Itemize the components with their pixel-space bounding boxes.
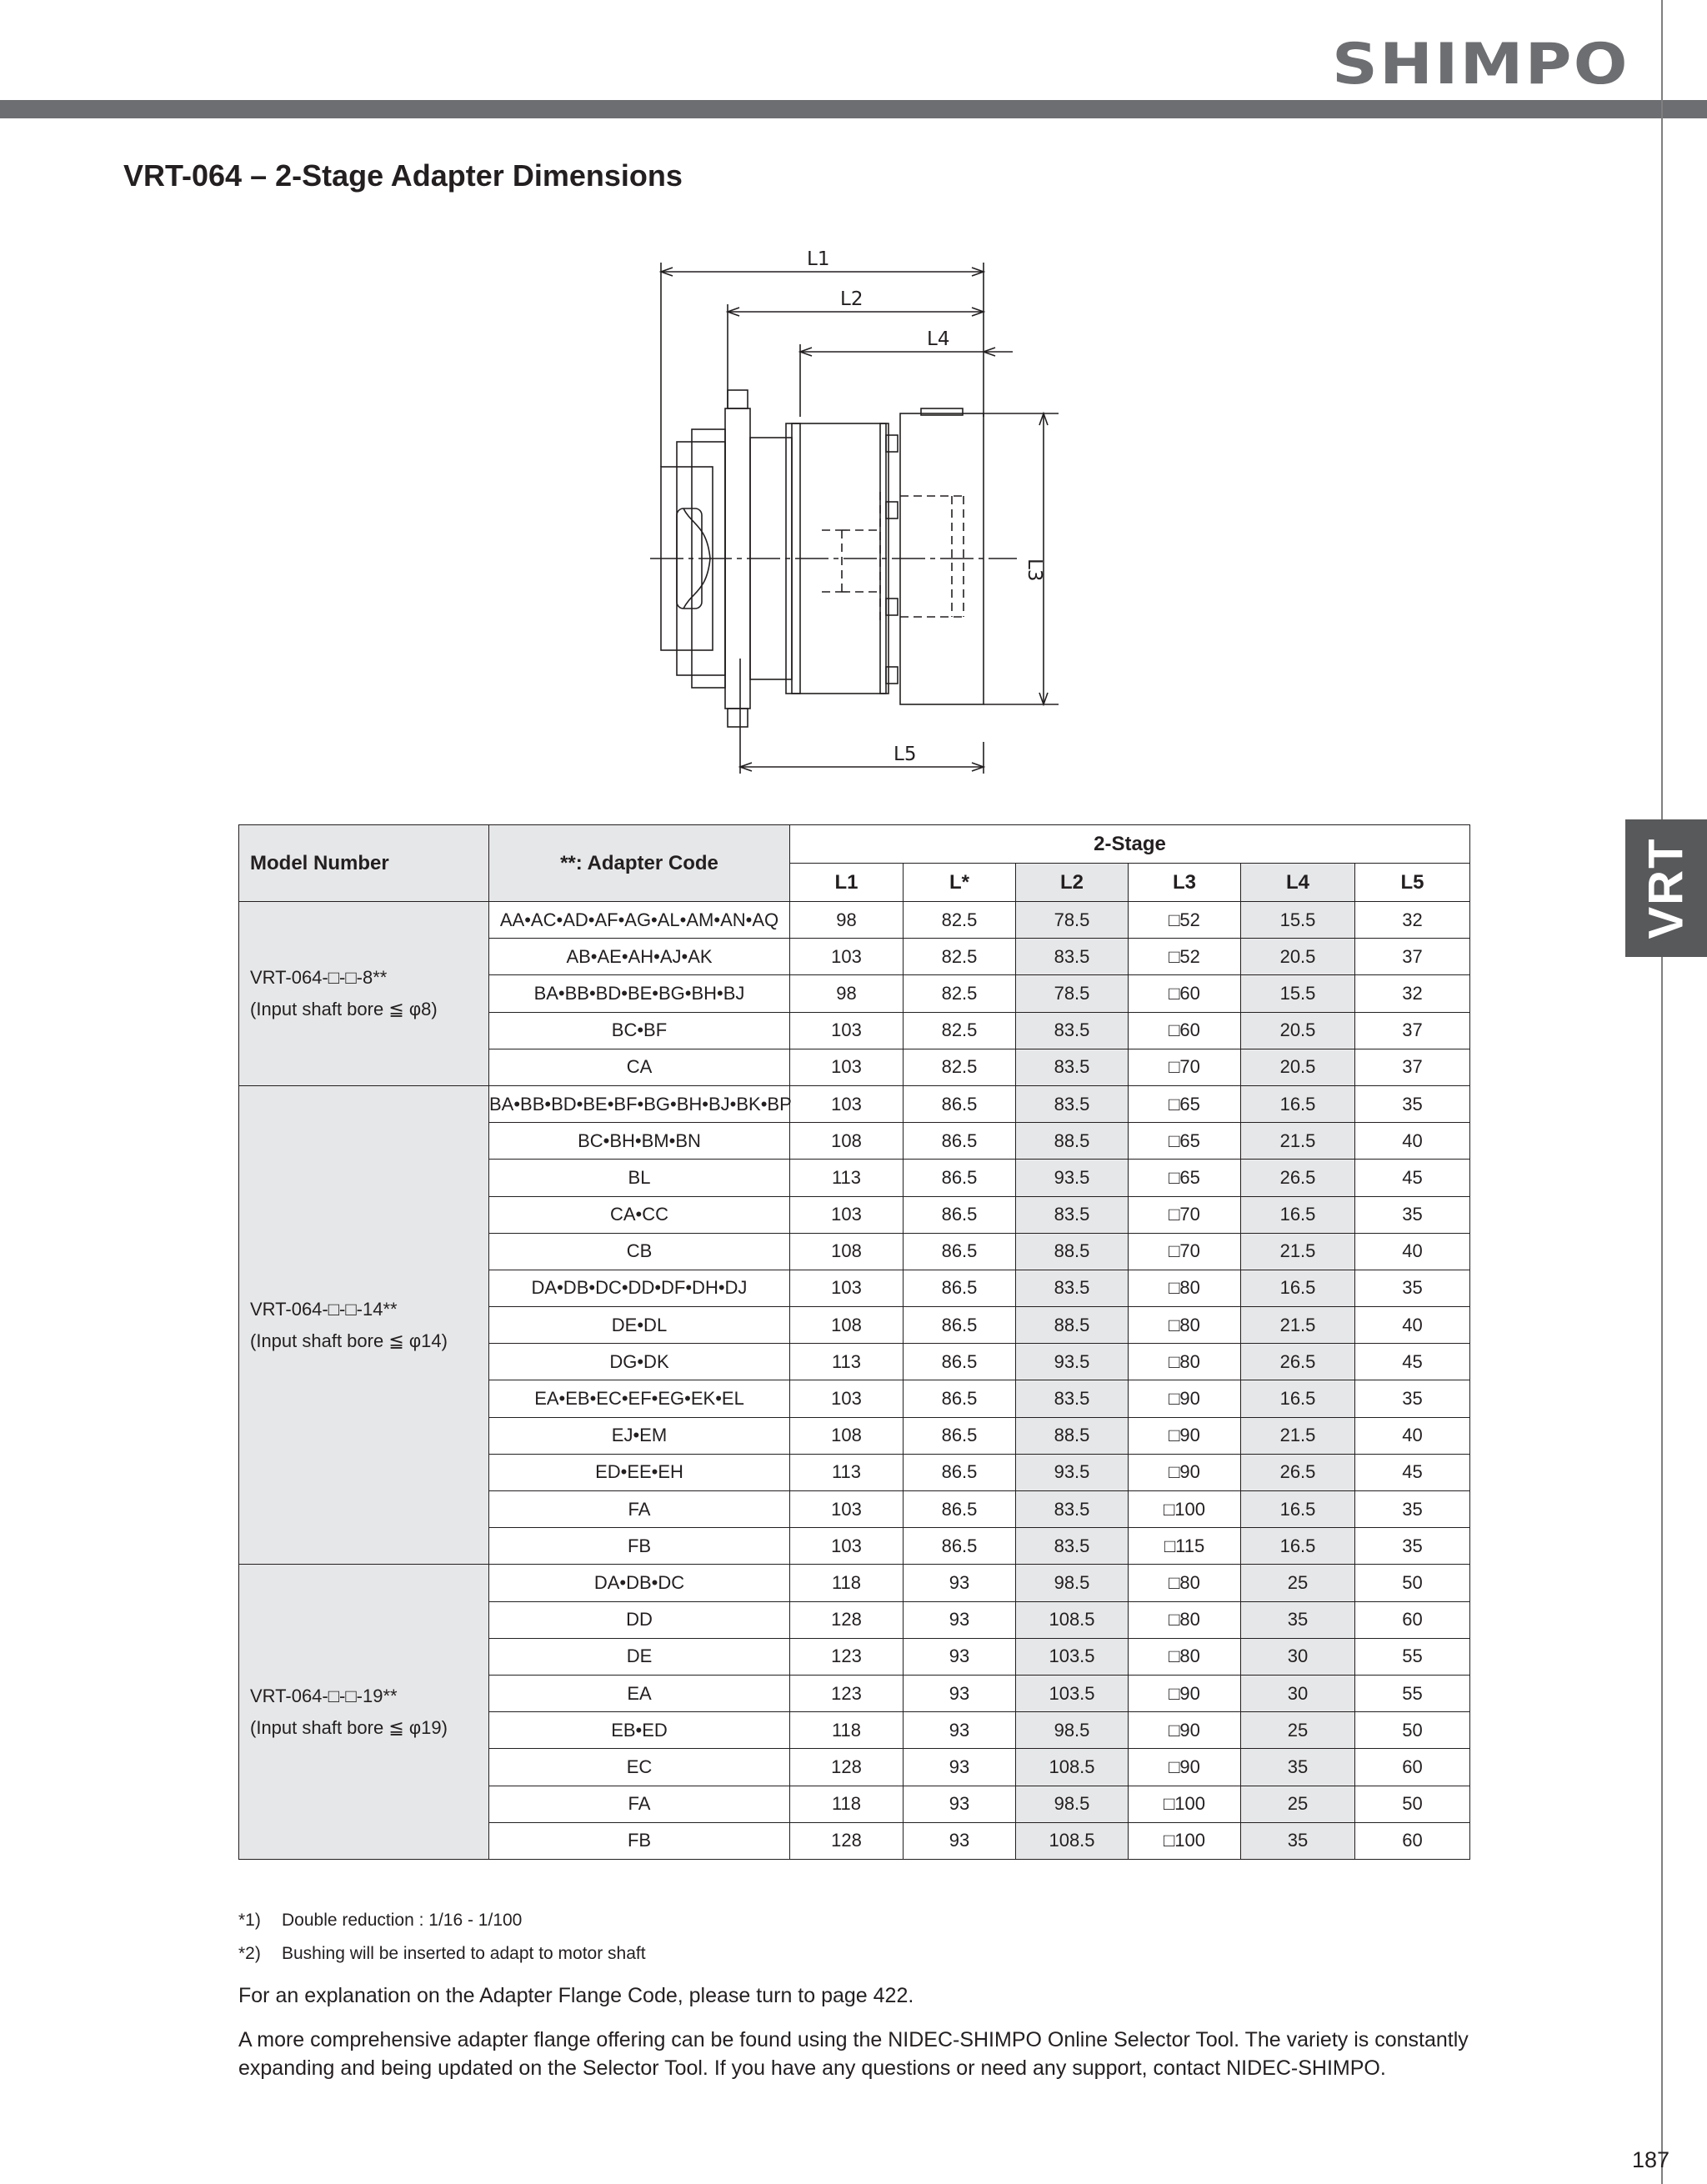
l2-cell: 108.5: [1016, 1749, 1129, 1786]
l4-cell: 35: [1241, 1601, 1355, 1638]
adapter-code-cell: BA•BB•BD•BE•BG•BH•BJ: [489, 975, 790, 1012]
header-2-stage: 2-Stage: [790, 825, 1470, 864]
footnote-text: Double reduction : 1/16 - 1/100: [282, 1911, 523, 1930]
l5-cell: 35: [1355, 1528, 1470, 1565]
l5-cell: 37: [1355, 1049, 1470, 1085]
adapter-code-cell: CA: [489, 1049, 790, 1085]
l-star-cell: 86.5: [904, 1417, 1016, 1454]
footnote-marker: *2): [238, 1944, 261, 1963]
adapter-code-reference: For an explanation on the Adapter Flange Code, please turn to page 422.: [238, 1984, 914, 2007]
model-number-cell: [239, 1565, 489, 1860]
l3-cell: □80: [1129, 1270, 1241, 1306]
l5-cell: 35: [1355, 1491, 1470, 1528]
adapter-code-cell: FB: [489, 1822, 790, 1859]
l2-cell: 83.5: [1016, 1012, 1129, 1049]
l1-cell: 108: [790, 1233, 904, 1270]
input-shaft-bore: (Input shaft bore ≦ φ19): [250, 1716, 448, 1738]
l-star-cell: 82.5: [904, 902, 1016, 939]
l4-cell: 16.5: [1241, 1491, 1355, 1528]
l3-cell: □80: [1129, 1307, 1241, 1344]
l-star-cell: 93: [904, 1675, 1016, 1711]
l1-cell: 128: [790, 1601, 904, 1638]
l1-cell: 128: [790, 1822, 904, 1859]
header-model-number: Model Number: [239, 825, 489, 902]
l1-cell: 103: [790, 1049, 904, 1085]
l3-cell: □90: [1129, 1675, 1241, 1711]
l3-cell: □90: [1129, 1712, 1241, 1749]
l4-cell: 25: [1241, 1786, 1355, 1822]
page-margin-line: [1661, 0, 1663, 2184]
l4-cell: 30: [1241, 1675, 1355, 1711]
dim-label-l2: L2: [840, 288, 864, 310]
adapter-code-cell: AA•AC•AD•AF•AG•AL•AM•AN•AQ: [489, 902, 790, 939]
l5-cell: 60: [1355, 1822, 1470, 1859]
page-number: 187: [1632, 2147, 1670, 2172]
adapter-code-cell: EB•ED: [489, 1712, 790, 1749]
l-star-cell: 86.5: [904, 1307, 1016, 1344]
adapter-code-cell: EA: [489, 1675, 790, 1711]
table-row: [239, 1085, 1470, 1122]
l4-cell: 20.5: [1241, 939, 1355, 975]
page-title: VRT-064 – 2-Stage Adapter Dimensions: [123, 158, 683, 193]
l1-cell: 98: [790, 975, 904, 1012]
l2-cell: 88.5: [1016, 1123, 1129, 1160]
l4-cell: 35: [1241, 1822, 1355, 1859]
section-tab-label: VRT: [1639, 837, 1694, 939]
l5-cell: 40: [1355, 1307, 1470, 1344]
l4-cell: 26.5: [1241, 1454, 1355, 1490]
l2-cell: 83.5: [1016, 1196, 1129, 1233]
l2-cell: 78.5: [1016, 902, 1129, 939]
l3-cell: □80: [1129, 1344, 1241, 1380]
l1-cell: 108: [790, 1123, 904, 1160]
l5-cell: 50: [1355, 1786, 1470, 1822]
l3-cell: □90: [1129, 1454, 1241, 1490]
l-star-cell: 86.5: [904, 1528, 1016, 1565]
l3-cell: □90: [1129, 1417, 1241, 1454]
l2-cell: 83.5: [1016, 1528, 1129, 1565]
l4-cell: 15.5: [1241, 902, 1355, 939]
adapter-dimension-drawing: [633, 242, 1067, 784]
adapter-code-cell: BL: [489, 1160, 790, 1196]
model-number: VRT-064-□-□-14**: [250, 1298, 398, 1320]
model-number: VRT-064-□-□-8**: [250, 966, 388, 988]
l2-cell: 83.5: [1016, 1085, 1129, 1122]
adapter-code-cell: CA•CC: [489, 1196, 790, 1233]
l5-cell: 55: [1355, 1638, 1470, 1675]
l1-cell: 103: [790, 1012, 904, 1049]
l5-cell: 35: [1355, 1085, 1470, 1122]
l2-cell: 93.5: [1016, 1454, 1129, 1490]
adapter-code-cell: BA•BB•BD•BE•BF•BG•BH•BJ•BK•BP: [489, 1085, 790, 1122]
l3-cell: □60: [1129, 1012, 1241, 1049]
l1-cell: 113: [790, 1344, 904, 1380]
l2-cell: 93.5: [1016, 1160, 1129, 1196]
header-l3: L3: [1129, 864, 1241, 902]
l2-cell: 83.5: [1016, 1270, 1129, 1306]
adapter-code-cell: BC•BH•BM•BN: [489, 1123, 790, 1160]
l-star-cell: 86.5: [904, 1233, 1016, 1270]
l4-cell: 16.5: [1241, 1380, 1355, 1417]
dim-label-l3: L3: [1024, 559, 1045, 582]
l3-cell: □52: [1129, 939, 1241, 975]
model-number-cell: [239, 1085, 489, 1564]
l1-cell: 103: [790, 1270, 904, 1306]
l-star-cell: 93: [904, 1749, 1016, 1786]
l-star-cell: 86.5: [904, 1123, 1016, 1160]
header-l-star: L*: [904, 864, 1016, 902]
l3-cell: □60: [1129, 975, 1241, 1012]
l3-cell: □100: [1129, 1491, 1241, 1528]
l-star-cell: 86.5: [904, 1344, 1016, 1380]
l-star-cell: 93: [904, 1601, 1016, 1638]
l5-cell: 40: [1355, 1233, 1470, 1270]
l2-cell: 108.5: [1016, 1822, 1129, 1859]
l5-cell: 50: [1355, 1565, 1470, 1601]
l2-cell: 103.5: [1016, 1675, 1129, 1711]
l3-cell: □100: [1129, 1786, 1241, 1822]
adapter-code-cell: FB: [489, 1528, 790, 1565]
l5-cell: 55: [1355, 1675, 1470, 1711]
l2-cell: 83.5: [1016, 1491, 1129, 1528]
l2-cell: 88.5: [1016, 1417, 1129, 1454]
footnotes: [238, 1904, 646, 1971]
l4-cell: 20.5: [1241, 1012, 1355, 1049]
l4-cell: 21.5: [1241, 1233, 1355, 1270]
input-shaft-bore: (Input shaft bore ≦ φ14): [250, 1330, 448, 1351]
l-star-cell: 86.5: [904, 1196, 1016, 1233]
selector-tool-note: A more comprehensive adapter flange offering can be found using the NIDEC-SHIMPO Online Selector Tool. The variety is constantly expanding and being updated on the Selector Tool. If you have any questions or need any support, contact NIDEC-SHIMPO.: [238, 2028, 1469, 2080]
header-adapter-code: **: Adapter Code: [489, 825, 790, 902]
section-tab: [1625, 819, 1707, 957]
adapter-code-cell: DA•DB•DC: [489, 1565, 790, 1601]
adapter-dimensions-table: [238, 824, 1470, 1860]
l5-cell: 32: [1355, 975, 1470, 1012]
shimpo-logo: SHIMPO: [1332, 32, 1629, 98]
l-star-cell: 86.5: [904, 1454, 1016, 1490]
adapter-code-cell: AB•AE•AH•AJ•AK: [489, 939, 790, 975]
l1-cell: 123: [790, 1675, 904, 1711]
l-star-cell: 82.5: [904, 975, 1016, 1012]
table-row: [239, 1565, 1470, 1601]
l3-cell: □80: [1129, 1565, 1241, 1601]
dim-label-l1: L1: [807, 248, 830, 270]
l-star-cell: 93: [904, 1786, 1016, 1822]
l5-cell: 40: [1355, 1417, 1470, 1454]
l2-cell: 98.5: [1016, 1565, 1129, 1601]
adapter-code-cell: DE: [489, 1638, 790, 1675]
l4-cell: 16.5: [1241, 1085, 1355, 1122]
adapter-code-cell: DD: [489, 1601, 790, 1638]
l2-cell: 83.5: [1016, 939, 1129, 975]
l-star-cell: 86.5: [904, 1270, 1016, 1306]
l5-cell: 60: [1355, 1601, 1470, 1638]
l5-cell: 35: [1355, 1270, 1470, 1306]
adapter-code-cell: EJ•EM: [489, 1417, 790, 1454]
adapter-code-cell: CB: [489, 1233, 790, 1270]
l3-cell: □80: [1129, 1638, 1241, 1675]
header-bar: [0, 100, 1707, 118]
l1-cell: 118: [790, 1565, 904, 1601]
l3-cell: □115: [1129, 1528, 1241, 1565]
l2-cell: 98.5: [1016, 1712, 1129, 1749]
l2-cell: 108.5: [1016, 1601, 1129, 1638]
adapter-code-cell: FA: [489, 1491, 790, 1528]
l5-cell: 45: [1355, 1160, 1470, 1196]
table-row: [239, 902, 1470, 939]
l2-cell: 93.5: [1016, 1344, 1129, 1380]
model-number-cell: [239, 902, 489, 1086]
l2-cell: 98.5: [1016, 1786, 1129, 1822]
dim-label-l5: L5: [894, 744, 917, 765]
l-star-cell: 82.5: [904, 1012, 1016, 1049]
l3-cell: □70: [1129, 1049, 1241, 1085]
footnote: [238, 1937, 646, 1971]
l4-cell: 15.5: [1241, 975, 1355, 1012]
l3-cell: □65: [1129, 1123, 1241, 1160]
l1-cell: 123: [790, 1638, 904, 1675]
l4-cell: 16.5: [1241, 1528, 1355, 1565]
l2-cell: 83.5: [1016, 1049, 1129, 1085]
l1-cell: 113: [790, 1160, 904, 1196]
l4-cell: 35: [1241, 1749, 1355, 1786]
l4-cell: 16.5: [1241, 1196, 1355, 1233]
l4-cell: 30: [1241, 1638, 1355, 1675]
adapter-code-cell: EA•EB•EC•EF•EG•EK•EL: [489, 1380, 790, 1417]
l3-cell: □52: [1129, 902, 1241, 939]
l3-cell: □65: [1129, 1160, 1241, 1196]
adapter-code-cell: DA•DB•DC•DD•DF•DH•DJ: [489, 1270, 790, 1306]
header-l1: L1: [790, 864, 904, 902]
l4-cell: 25: [1241, 1712, 1355, 1749]
l-star-cell: 86.5: [904, 1085, 1016, 1122]
l2-cell: 83.5: [1016, 1380, 1129, 1417]
l3-cell: □90: [1129, 1749, 1241, 1786]
adapter-code-cell: ED•EE•EH: [489, 1454, 790, 1490]
l5-cell: 32: [1355, 902, 1470, 939]
l2-cell: 103.5: [1016, 1638, 1129, 1675]
adapter-code-cell: FA: [489, 1786, 790, 1822]
l1-cell: 113: [790, 1454, 904, 1490]
l5-cell: 60: [1355, 1749, 1470, 1786]
l-star-cell: 93: [904, 1712, 1016, 1749]
l2-cell: 88.5: [1016, 1233, 1129, 1270]
l-star-cell: 93: [904, 1822, 1016, 1859]
l3-cell: □80: [1129, 1601, 1241, 1638]
l5-cell: 37: [1355, 939, 1470, 975]
l4-cell: 16.5: [1241, 1270, 1355, 1306]
l-star-cell: 93: [904, 1565, 1016, 1601]
l5-cell: 35: [1355, 1380, 1470, 1417]
header-l5: L5: [1355, 864, 1470, 902]
l1-cell: 128: [790, 1749, 904, 1786]
input-shaft-bore: (Input shaft bore ≦ φ8): [250, 998, 438, 1019]
l2-cell: 78.5: [1016, 975, 1129, 1012]
l3-cell: □70: [1129, 1233, 1241, 1270]
footnote-text: Bushing will be inserted to adapt to motor shaft: [282, 1944, 646, 1963]
dim-label-l4: L4: [927, 328, 950, 350]
l5-cell: 35: [1355, 1196, 1470, 1233]
l4-cell: 20.5: [1241, 1049, 1355, 1085]
adapter-code-cell: DE•DL: [489, 1307, 790, 1344]
l1-cell: 108: [790, 1417, 904, 1454]
model-number: VRT-064-□-□-19**: [250, 1685, 398, 1706]
l3-cell: □70: [1129, 1196, 1241, 1233]
l3-cell: □100: [1129, 1822, 1241, 1859]
l4-cell: 26.5: [1241, 1344, 1355, 1380]
l5-cell: 50: [1355, 1712, 1470, 1749]
adapter-code-cell: DG•DK: [489, 1344, 790, 1380]
l-star-cell: 86.5: [904, 1160, 1016, 1196]
l1-cell: 98: [790, 902, 904, 939]
l5-cell: 45: [1355, 1454, 1470, 1490]
adapter-code-cell: BC•BF: [489, 1012, 790, 1049]
header-l4: L4: [1241, 864, 1355, 902]
l-star-cell: 93: [904, 1638, 1016, 1675]
l-star-cell: 86.5: [904, 1380, 1016, 1417]
l1-cell: 103: [790, 1380, 904, 1417]
l3-cell: □90: [1129, 1380, 1241, 1417]
l1-cell: 103: [790, 1528, 904, 1565]
l5-cell: 45: [1355, 1344, 1470, 1380]
l1-cell: 118: [790, 1786, 904, 1822]
l2-cell: 88.5: [1016, 1307, 1129, 1344]
l-star-cell: 82.5: [904, 1049, 1016, 1085]
l5-cell: 37: [1355, 1012, 1470, 1049]
l4-cell: 21.5: [1241, 1417, 1355, 1454]
footnote-marker: *1): [238, 1911, 261, 1930]
l3-cell: □65: [1129, 1085, 1241, 1122]
l-star-cell: 82.5: [904, 939, 1016, 975]
adapter-code-cell: EC: [489, 1749, 790, 1786]
l4-cell: 21.5: [1241, 1123, 1355, 1160]
l1-cell: 108: [790, 1307, 904, 1344]
footnote: [238, 1904, 646, 1937]
l1-cell: 103: [790, 1085, 904, 1122]
l1-cell: 118: [790, 1712, 904, 1749]
l-star-cell: 86.5: [904, 1491, 1016, 1528]
header-l2: L2: [1016, 864, 1129, 902]
l5-cell: 40: [1355, 1123, 1470, 1160]
l4-cell: 21.5: [1241, 1307, 1355, 1344]
l4-cell: 26.5: [1241, 1160, 1355, 1196]
l4-cell: 25: [1241, 1565, 1355, 1601]
l1-cell: 103: [790, 1196, 904, 1233]
l1-cell: 103: [790, 939, 904, 975]
l1-cell: 103: [790, 1491, 904, 1528]
